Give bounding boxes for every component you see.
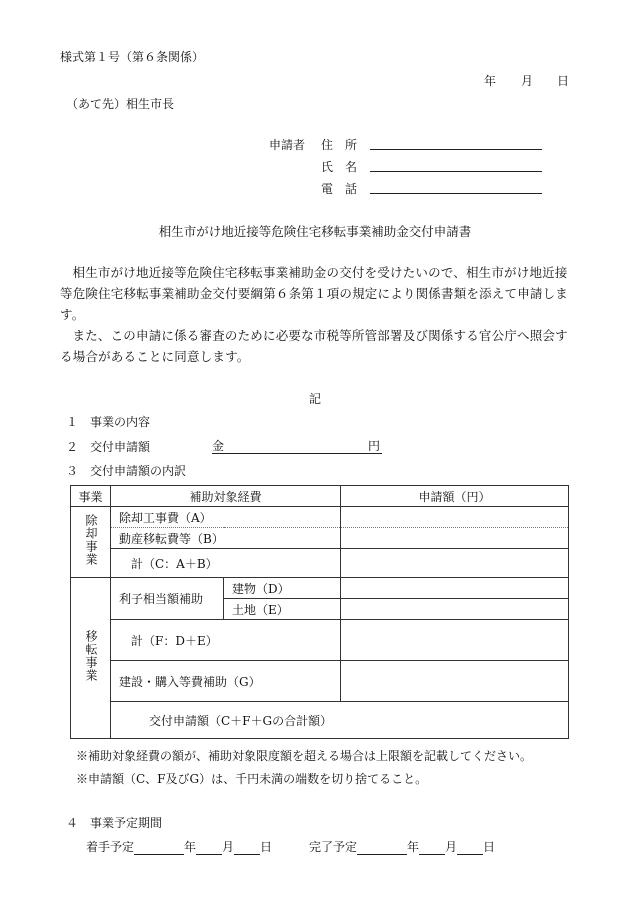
- row-c-amount[interactable]: [341, 549, 569, 578]
- item-2-label: ２ 交付申請額: [66, 440, 151, 454]
- addressee: （あて先）相生市長: [66, 97, 175, 111]
- riko-label: 利子相当額補助: [111, 578, 224, 620]
- phone-field[interactable]: [370, 193, 542, 194]
- row-d-amount[interactable]: [341, 578, 569, 599]
- breakdown-table: [70, 485, 569, 739]
- jokyaku-label-text: 除却事業: [84, 514, 98, 566]
- row-a-label: 除却工事費（A）: [111, 507, 341, 528]
- row-e-amount[interactable]: [341, 599, 569, 620]
- start-year-field[interactable]: [134, 840, 184, 855]
- amount-field[interactable]: [212, 437, 382, 454]
- item-3-label: ３ 交付申請額の内訳: [66, 464, 187, 478]
- body-paragraph-2: また、この申請に係る審査のために必要な市税等所管部署及び関係する官公庁へ照会する場合があることに同意します。: [60, 328, 568, 364]
- start-day-label: 日: [260, 840, 273, 854]
- row-e-label: 土地（E）: [224, 599, 341, 620]
- start-month-label: 月: [222, 840, 235, 854]
- date-year-label: 年: [484, 74, 497, 88]
- document-title: 相生市がけ地近接等危険住宅移転事業補助金交付申請書: [158, 224, 472, 239]
- form-number: 様式第１号（第６条関係）: [60, 50, 205, 64]
- yen-label: 円: [367, 439, 380, 453]
- date-month-label: 月: [521, 74, 534, 88]
- row-b-label: 動産移転費等（B）: [111, 528, 341, 549]
- end-day-field[interactable]: [457, 840, 483, 855]
- header-jigyo: 事業: [71, 486, 111, 507]
- start-year-label: 年: [184, 840, 197, 854]
- body-paragraph-1: 相生市がけ地近接等危険住宅移転事業補助金の交付を受けたいので、相生市がけ地近接等危険住宅移転事業補助金交付要綱第６条第１項の規定により関係書類を添えて申請します。: [60, 265, 569, 322]
- row-total-label: 交付申請額（C＋F＋Gの合計額）: [111, 702, 569, 739]
- row-g-amount[interactable]: [341, 661, 569, 702]
- iten-label-text: 移転事業: [84, 630, 98, 682]
- row-d-label: 建物（D）: [224, 578, 341, 599]
- iten-label: [71, 578, 111, 739]
- row-g-label: 建設・購入等費補助（G）: [111, 661, 341, 702]
- item-4-label: ４ 事業予定期間: [66, 816, 163, 830]
- jokyaku-label: [71, 507, 111, 578]
- end-schedule: [309, 838, 495, 855]
- address-field[interactable]: [370, 149, 542, 150]
- end-month-label: 月: [445, 840, 458, 854]
- ki-label: 記: [308, 392, 321, 406]
- note-2: ※申請額（C、F及びG）は、千円未満の端数を切り捨てること。: [76, 772, 428, 786]
- item-1-label: １ 事業の内容: [66, 415, 151, 429]
- end-month-field[interactable]: [419, 840, 445, 855]
- row-b-amount[interactable]: [341, 528, 569, 549]
- kin-label: 金: [212, 439, 225, 453]
- start-schedule: [86, 838, 272, 855]
- header-keihi: 補助対象経費: [111, 486, 341, 507]
- address-label: 住 所: [321, 138, 358, 152]
- date-day-label: 日: [557, 74, 570, 88]
- note-1: ※補助対象経費の額が、補助対象限度額を超える場合は上限額を記載してください。: [76, 749, 533, 763]
- end-day-label: 日: [483, 840, 496, 854]
- name-field[interactable]: [370, 171, 542, 172]
- start-day-field[interactable]: [234, 840, 260, 855]
- applicant-label: 申請者: [269, 138, 306, 152]
- header-amount: 申請額（円）: [341, 486, 569, 507]
- start-label: 着手予定: [86, 840, 135, 854]
- row-f-label: 計（F：D＋E）: [111, 620, 341, 661]
- row-a-amount[interactable]: [341, 507, 569, 528]
- row-c-label: 計（C：A＋B）: [111, 549, 341, 578]
- phone-label: 電 話: [321, 182, 358, 196]
- start-month-field[interactable]: [196, 840, 222, 855]
- end-year-label: 年: [407, 840, 420, 854]
- row-f-amount[interactable]: [341, 620, 569, 661]
- end-year-field[interactable]: [357, 840, 407, 855]
- end-label: 完了予定: [309, 840, 358, 854]
- name-label: 氏 名: [321, 160, 358, 174]
